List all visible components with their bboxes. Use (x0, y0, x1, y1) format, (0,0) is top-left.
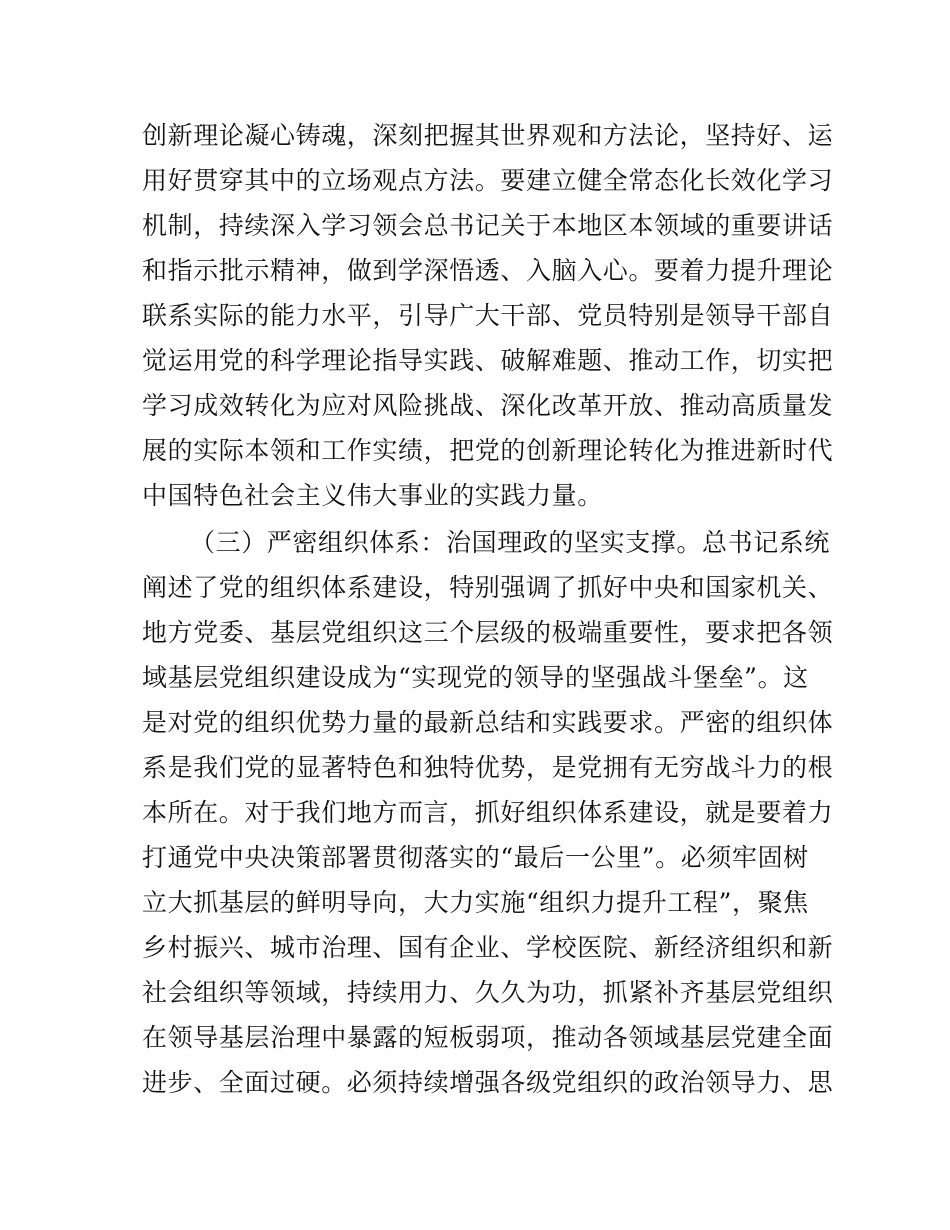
paragraph-1-line-6: 觉运用党的科学理论指导实践、破解难题、推动工作，切实把 (142, 346, 834, 375)
paragraph-1-line-5: 联系实际的能力水平，引导广大干部、党员特别是领导干部自 (142, 301, 834, 330)
paragraph-2-line-13: 进步、全面过硬。必须持续增强各级党组织的政治领导力、思 (142, 1068, 834, 1097)
paragraph-1-line-3: 机制，持续深入学习领会总书记关于本地区本领域的重要讲话 (142, 211, 834, 240)
paragraph-1-line-7: 学习成效转化为应对风险挑战、深化改革开放、推动高质量发 (142, 391, 834, 420)
paragraph-1-line-1: 创新理论凝心铸魂，深刻把握其世界观和方法论，坚持好、运 (142, 121, 834, 150)
paragraph-2-line-8: 打通党中央决策部署贯彻落实的“最后一公里”。必须牢固树 (142, 843, 809, 872)
paragraph-2-line-2: 阐述了党的组织体系建设，特别强调了抓好中央和国家机关、 (142, 573, 834, 602)
paragraph-1-line-8: 展的实际本领和工作实绩，把党的创新理论转化为推进新时代 (142, 436, 834, 465)
paragraph-2-line-5: 是对党的组织优势力量的最新总结和实践要求。严密的组织体 (142, 708, 834, 737)
paragraph-2-line-11: 社会组织等领域，持续用力、久久为功，抓紧补齐基层党组织 (142, 978, 834, 1007)
paragraph-2-line-9: 立大抓基层的鲜明导向，大力实施“组织力提升工程”，聚焦 (142, 888, 809, 917)
paragraph-2-line-10: 乡村振兴、城市治理、国有企业、学校医院、新经济组织和新 (142, 933, 834, 962)
paragraph-2-line-4: 域基层党组织建设成为“实现党的领导的坚强战斗堡垒”。这 (142, 663, 809, 692)
paragraph-2-line-3: 地方党委、基层党组织这三个层级的极端重要性，要求把各领 (142, 618, 834, 647)
paragraph-1-line-2: 用好贯穿其中的立场观点方法。要建立健全常态化长效化学习 (142, 166, 834, 195)
paragraph-2-line-12: 在领导基层治理中暴露的短板弱项，推动各领域基层党建全面 (142, 1023, 834, 1052)
paragraph-1-line-9: 中国特色社会主义伟大事业的实践力量。 (142, 481, 603, 510)
paragraph-2-line-6: 系是我们党的显著特色和独特优势，是党拥有无穷战斗力的根 (142, 753, 834, 782)
paragraph-1-line-4: 和指示批示精神，做到学深悟透、入脑入心。要着力提升理论 (142, 256, 834, 285)
paragraph-2-line-1: （三）严密组织体系：治国理政的坚实支撑。总书记系统 (190, 528, 831, 557)
paragraph-2-line-7: 本所在。对于我们地方而言，抓好组织体系建设，就是要着力 (142, 798, 834, 827)
